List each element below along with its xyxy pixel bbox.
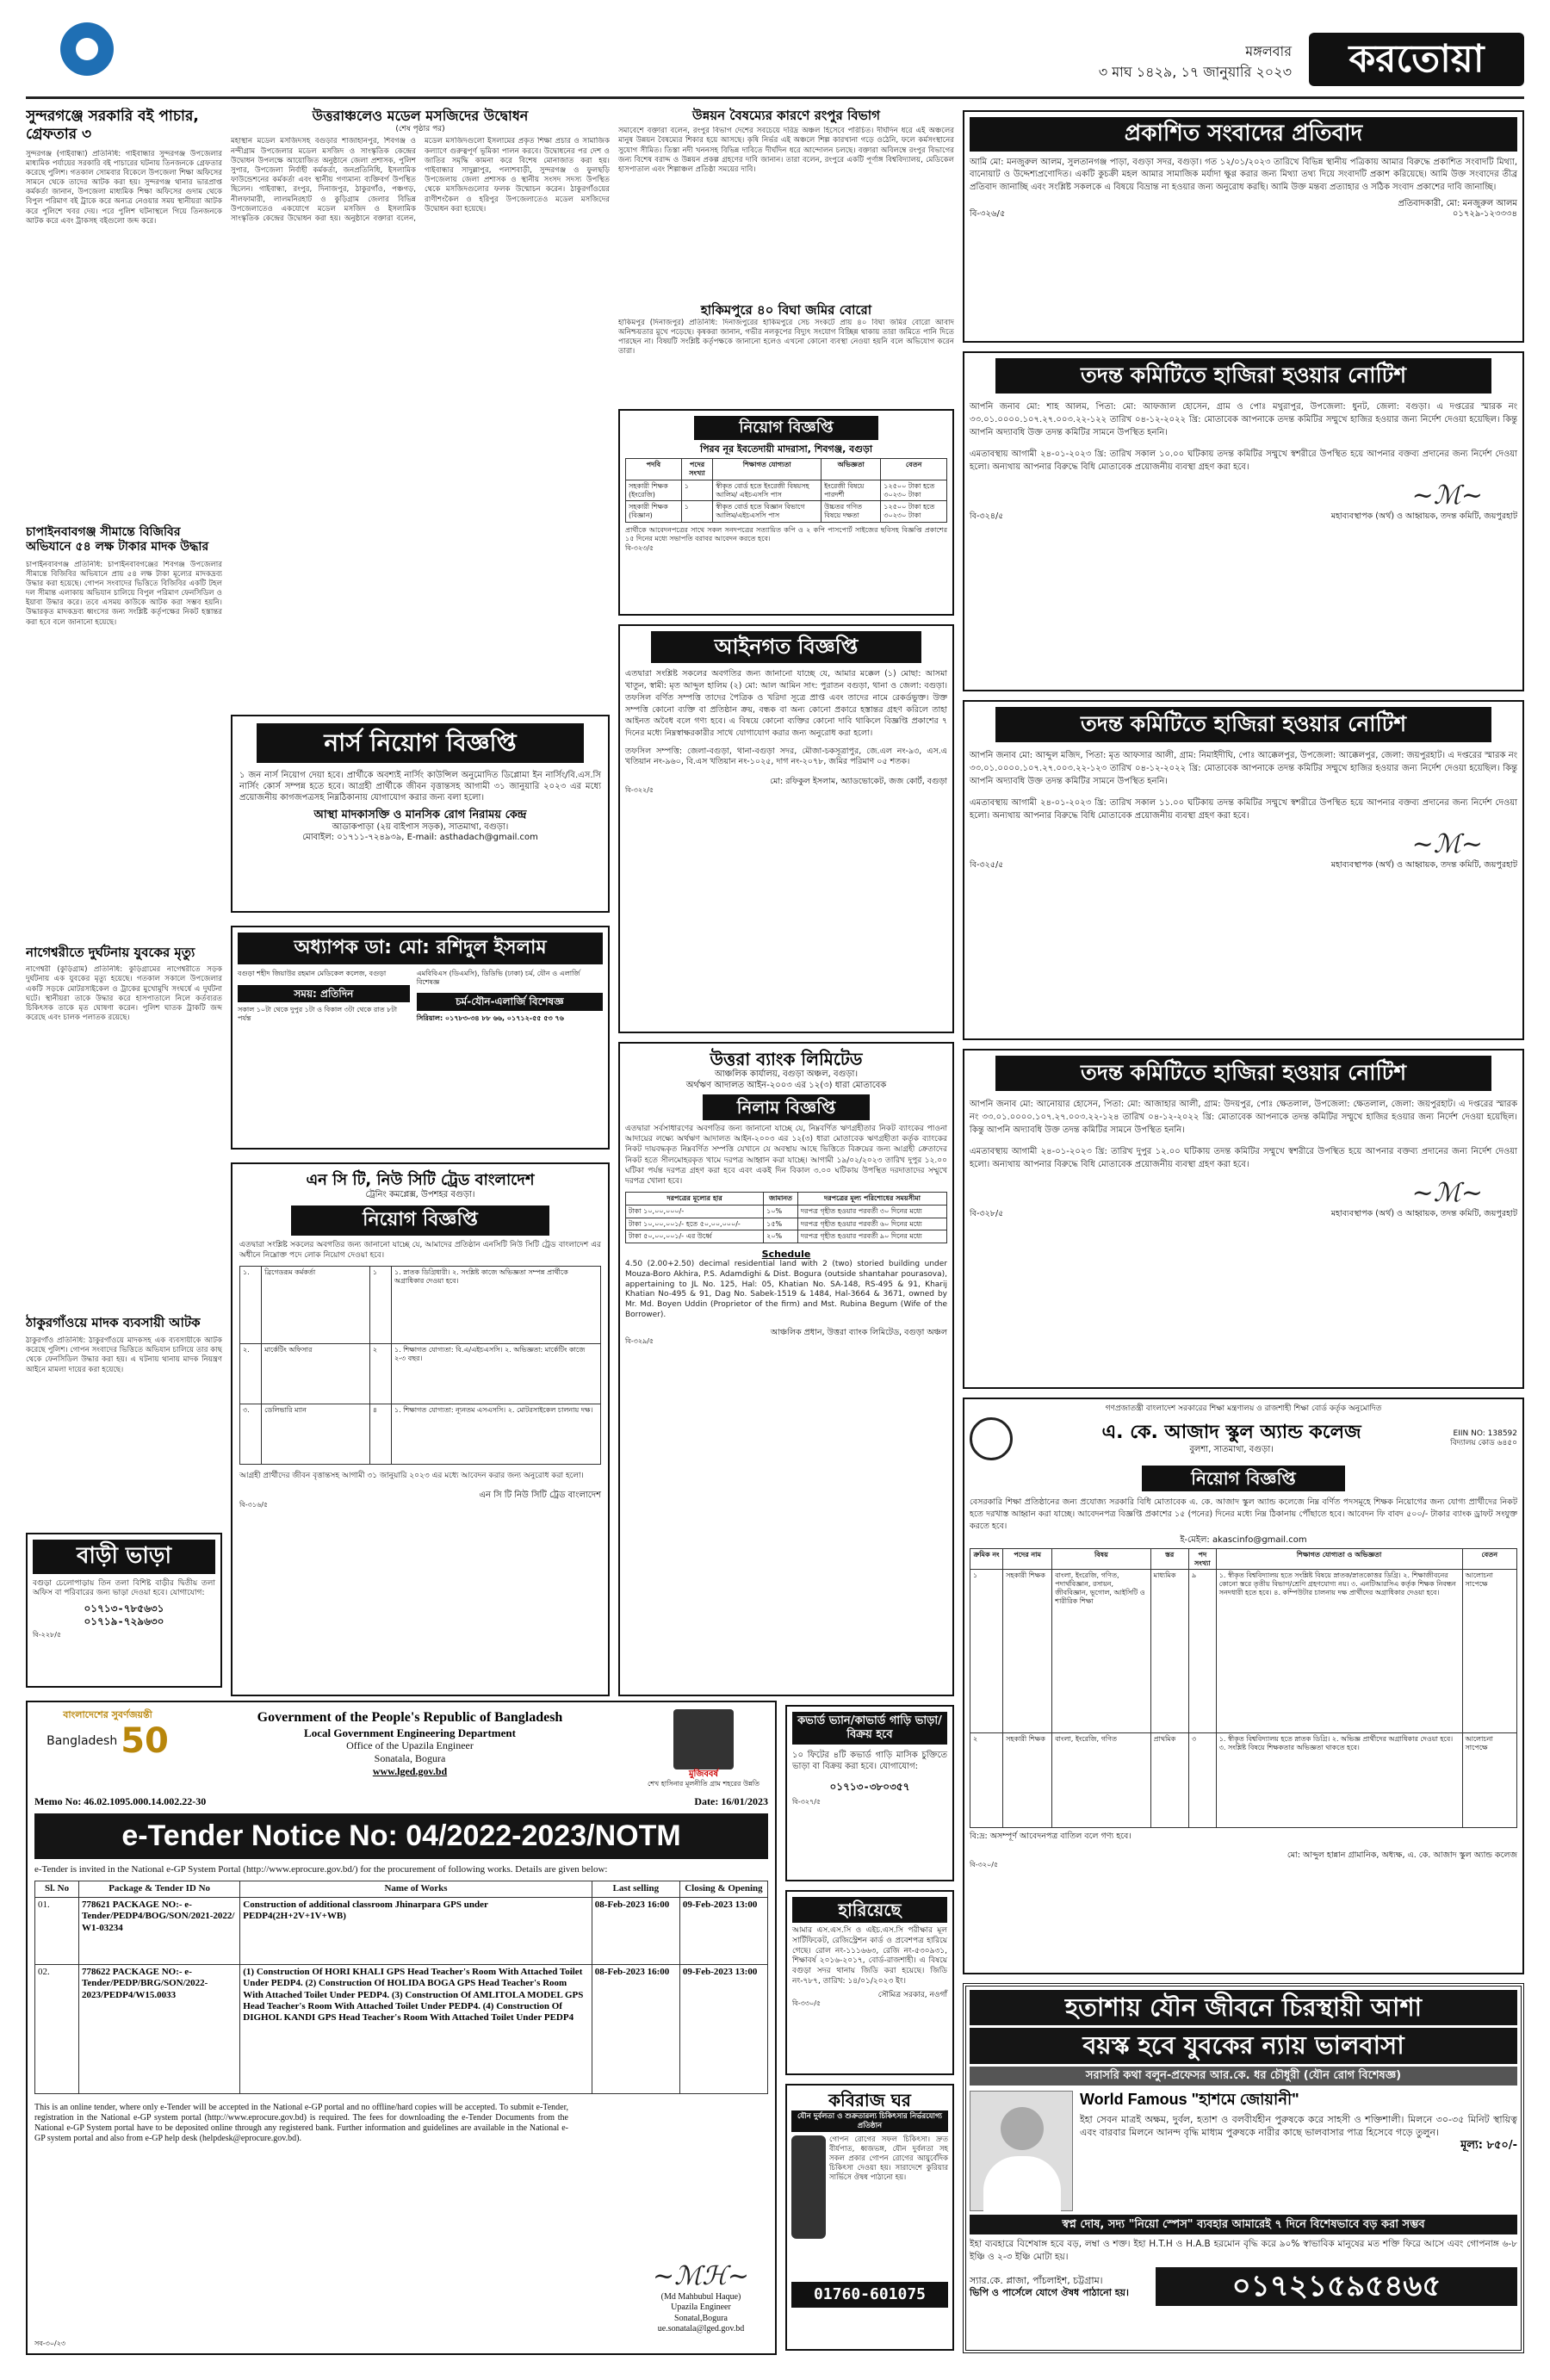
legal-signature: মো: রফিকুল ইসলাম, অ্যাডভোকেট, জজ কোর্ট, বগুড়া [770, 776, 947, 786]
table-cell: ১. স্বীকৃত বিশ্ববিদ্যালয় হতে সংশ্লিষ্ট বিষয়ে স্নাতক/স্নাতকোত্তর ডিগ্রি। ২. শিক্ষাজীবনের কোনো স্তরে তৃতীয় বিভাগ/শ্রেণি গ্রহণযোগ্য নয়। ৩. এনটিআরসিএ কর্তৃক শিক্ষক নিবন্ধন সনদধারী হতে হবে। ৪. কম্পিউটার চালনায় দক্ষ প্রার্থীদের অগ্রাধিকার দেওয়া হবে। [1216, 1570, 1462, 1733]
nurse-contact: মোবাইল: ০১৭১১-৭২৪৯৩৯, E-mail: asthadach@gmail.com [302, 833, 538, 843]
table-header: ক্রমিক নং [970, 1548, 1003, 1570]
bank-office: আঞ্চলিক কার্যালয়, বগুড়া অঞ্চল, বগুড়া। [714, 1069, 859, 1080]
tender-signatory-title: Upazila Engineer [671, 2303, 731, 2313]
table-cell: 778622 PACKAGE NO:- e-Tender/PEDP/BRG/SON/2022-2023/PEDP4/W15.0033 [79, 1964, 240, 2093]
inquiry-notice-body: আপনি জনাব মো: আব্দুল মজিদ, পিতা: মৃত আফসার আলী, গ্রাম: নিমাইদীঘি, পোঃ আক্কেলপুর, উপজেলা: আক্কেলপুর, জেলা: জয়পুরহাট। এ দপ্তরের স্মারক নং ৩৩.০১.০০০০.১০৭.২৭.০০৩.২২-১২৩ তারিখ ০৪-১২-২০২২ খ্রি: মোতাবেক আপনাকে তদন্ত কমিটির সম্মুখে হাজির হওয়ার জন্য নির্দেশ দেওয়া হয়েছিল। কিন্তু আপনি অদ্যাবধি উক্ত তদন্ত কমিটির সামনে উপস্থিত হননি। [970, 750, 1517, 786]
college-note: বি:দ্র: অসম্পূর্ণ আবেদনপত্র বাতিল বলে গণ্য হবে। [970, 1831, 1132, 1842]
table-header: Package & Tender ID No [79, 1881, 240, 1897]
table-cell: ১. শিক্ষাগত যোগ্যতা: বি.এ/এইচএসসি। ২. অভিজ্ঞতা: মার্কেটিং কাজে ২-৩ বছর। [391, 1344, 600, 1404]
table-cell: ১ [681, 501, 713, 523]
table-cell: সহকারী শিক্ষক [1003, 1570, 1052, 1733]
house-rent-ref: বি-২২৮/৫ [33, 1631, 62, 1639]
inquiry-notice-signature: মহাব্যবস্থাপক (অর্থ) ও আহ্বায়ক, তদন্ত কমিটি, জয়পুরহাট [1330, 1209, 1517, 1219]
inquiry-notice-title: তদন্ত কমিটিতে হাজিরা হওয়ার নোটিশ [995, 1056, 1491, 1091]
table-row [35, 1897, 768, 1964]
table-cell: ৪ [369, 1404, 391, 1465]
table-cell: ১ [369, 1267, 391, 1344]
bank-table [625, 1192, 947, 1243]
inquiry-notice-signature: মহাব্যবস্থাপক (অর্থ) ও আহ্বায়ক, তদন্ত কমিটি, জয়পুরহাট [1330, 511, 1517, 522]
table-header: Last selling [592, 1881, 679, 1897]
table-cell: ইংরেজী বিষয়ে পারদর্শী [822, 480, 881, 501]
kabiraj-body: গোপন রোগের সফল চিকিৎসা। দ্রুত বীর্যপাত, ধ্বজভঙ্গ, যৌন দুর্বলতা সহ সকল প্রকার গোপন রোগের আয়ুর্বেদিক চিকিৎসা দেওয়া হয়। সারাদেশে কুরিয়ার সার্ভিসে ঔষধ পাঠানো হয়। [829, 2135, 948, 2183]
masthead-rule [26, 96, 1524, 99]
ad-nct-recruitment [231, 1162, 610, 1696]
sx-more: ইহা ব্যবহারে বিশেষাঙ্গ হবে বড়, লম্বা ও শক্ত। ইহা H.T.H ও H.A.B হরমোন বৃদ্ধি করে ৯০% স্বাভাবিক মানুষের মত শক্তি ফিরে আসে এবং গোপনাঙ্গ ৬-৮ ইঞ্চি ও ২-৩ ইঞ্চি মোটা হয়। [970, 2239, 1517, 2263]
protest-body: আমি মো: মনজুরুল আলম, সুলতানগঞ্জ পাড়া, বগুড়া সদর, বগুড়া। গত ১২/০১/২০২৩ তারিখে বিভিন্ন স্থানীয় পত্রিকায় আমার বিরুদ্ধে প্রকাশিত সংবাদটি মিথ্যা, বানোয়াট ও উদ্দেশ্যপ্রণোদিত। একটি কুচক্রী মহল আমার সামাজিক মর্যাদা ক্ষুণ্ণ করার জন্য মিথ্যা তথ্য দিয়ে সংবাদটি প্রকাশ করিয়েছে। আমি উক্ত সংবাদের তীব্র প্রতিবাদ জানাচ্ছি এবং সংশ্লিষ্ট সকলকে এ বিষয়ে বিভ্রান্ত না হওয়ার জন্য অনুরোধ করছি। আমি উক্ত মন্তব্য প্রত্যাহার ও সঠিক সংবাদ প্রকাশের দাবি জানাচ্ছি। [970, 157, 1517, 192]
doctor-hospital: বগুড়া শহীদ জিয়াউর রহমান মেডিকেল কলেজ, বগুড়া [238, 969, 387, 977]
table-cell: ১. স্বীকৃত বিশ্ববিদ্যালয় হতে স্নাতক ডিগ্রি। ২. অভিজ্ঞ প্রার্থীদের অগ্রাধিকার দেওয়া হবে। ৩. সংশ্লিষ্ট বিষয়ে শিক্ষকতার অভিজ্ঞতা থাকতে হবে। [1216, 1733, 1462, 1828]
table-header: বেতন [1462, 1548, 1517, 1570]
nct-title: নিয়োগ বিজ্ঞপ্তি [291, 1205, 549, 1236]
nct-name: এন সি টি, নিউ সিটি ট্রেড বাংলাদেশ [306, 1171, 535, 1189]
table-cell: ২০% [764, 1230, 798, 1243]
ad-nurse-recruitment [231, 715, 610, 913]
tender-ref: সব-৩০/২৩ [34, 2340, 66, 2348]
tender-government: Government of the People's Republic of Bangladesh [257, 1710, 563, 1725]
college-approval-line: গণপ্রজাতন্ত্রী বাংলাদেশ সরকারের শিক্ষা মন্ত্রণালয় ও রাজশাহী শিক্ষা বোর্ড কর্তৃক অনুমোদিত [1105, 1404, 1382, 1413]
table-cell: প্রাথমিক [1150, 1733, 1188, 1828]
table-header: Name of Works [240, 1881, 592, 1897]
ad-lged-etender [26, 1701, 777, 2355]
inquiry-notice-ref: বি-৩২৪/৫ [970, 511, 1004, 522]
date-text: ৩ মাঘ ১৪২৯, ১৭ জানুয়ারি ২০২৩ [1098, 64, 1292, 80]
bank-signature: আঞ্চলিক প্রধান, উত্তরা ব্যাংক লিমিটেড, বগুড়া অঞ্চল [770, 1327, 947, 1337]
house-rent-title: বাড়ী ভাড়া [33, 1540, 215, 1574]
table-row [626, 1230, 947, 1243]
madrasa-footer: প্রার্থীকে আবেদনপত্রের সাথে সকল সনদপত্রের সত্যায়িত কপি ও ২ কপি পাসপোর্ট সাইজের ছবিসহ বিজ্ঞপ্তি প্রকাশের ১৫ দিনের মধ্যে সভাপতি বরাবর আবেদন করতে হবে। [625, 525, 947, 543]
headline-book-smuggling: সুন্দরগঞ্জে সরকারি বই পাচার, গ্রেফতার ৩ [26, 108, 199, 144]
newspaper-nameplate: করতোয়া [1309, 33, 1524, 86]
sx-strip: সরাসরি কথা বলুন-প্রফেসর আর.কে. ধর চৌধুরী (যৌন রোগ বিশেষজ্ঞ) [970, 2067, 1517, 2086]
article-bgb-drugs: চাপাইনবাবগঞ্জ প্রতিনিধি: চাপাইনবাবগঞ্জের শিবগঞ্জ উপজেলার সীমান্তে বিজিবির অভিযানে প্রায় ৫৪ লক্ষ টাকা মূল্যের মাদকদ্রব্য উদ্ধার করা হয়েছে। গোপন সংবাদের ভিত্তিতে বিজিবির একটি টহল দল সীমান্ত এলাকায় অভিযান চালিয়ে বিপুল পরিমাণ ফেনসিডিল ও ইয়াবা উদ্ধার করে। তবে এসময় কাউকে আটক করা সম্ভব হয়নি। উদ্ধারকৃত মাদকদ্রব্য ধ্বংসের জন্য সংশ্লিষ্ট কর্তৃপক্ষের নিকট হস্তান্তর করা হবে বলে জানানো হয়েছে। [26, 560, 222, 627]
table-row [626, 501, 947, 523]
table-cell: 09-Feb-2023 13:00 [679, 1964, 767, 2093]
sx-phone: ০১৭২১৫৯৫৪৬৫ [1156, 2267, 1517, 2306]
van-phone: ০১৭১৩-৩৮০৩৫৭ [829, 1780, 910, 1793]
table-cell: ২. [240, 1344, 262, 1404]
college-code: বিদ্যালয় কোড ৬৪৫০ [1450, 1438, 1517, 1447]
issue-date [1099, 41, 1292, 83]
inquiry-notice-body-2: এমতাবস্থায় আগামী ২৪-০১-২০২৩ খ্রি: তারিখ সকাল ১১.০০ ঘটিকায় তদন্ত কমিটির সম্মুখে স্বশরীরে উপস্থিত হয়ে আপনার বক্তব্য প্রদানের জন্য নির্দেশ দেওয়া হলো। অন্যথায় আপনার বিরুদ্ধে বিধি মোতাবেক প্রয়োজনীয় ব্যবস্থা গ্রহণ করা হবে। [970, 797, 1517, 821]
college-email: ই-মেইল: akascinfo@gmail.com [1180, 1534, 1307, 1545]
article-nageshwari-accident: নাগেশ্বরী (কুড়িগ্রাম) প্রতিনিধি: কুড়িগ্রামের নাগেশ্বরীতে সড়ক দুর্ঘটনায় এক যুবকের মৃত্যু হয়েছে। গতকাল সকালে উপজেলার একটি সড়কে মোটরসাইকেল ও ট্রাকের মুখোমুখি সংঘর্ষে এ দুর্ঘটনা ঘটে। স্থানীয়রা তাকে উদ্ধার করে হাসপাতালে নিলে কর্তব্যরত চিকিৎসক তাকে মৃত ঘোষণা করেন। পুলিশ ঘাতক ট্রাকটি জব্দ করেছে এবং চালক পলাতক রয়েছে। [26, 965, 222, 1023]
article-rangpur: সমাবেশে বক্তারা বলেন, রংপুর বিভাগ দেশের সবচেয়ে দরিদ্র অঞ্চল হিসেবে পরিচিত। দীর্ঘদিন ধরে এই অঞ্চলের মানুষ উন্নয়ন বৈষম্যের শিকার হয়ে আসছে। কৃষি নির্ভর এই অঞ্চলে শিল্প কারখানা গড়ে ওঠেনি, ফলে কর্মসংস্থানের সুযোগ সীমিত। তিস্তা নদী খননসহ বিভিন্ন দাবিতে দীর্ঘদিন ধরে আন্দোলন চলছে। বক্তারা অবিলম্বে রংপুর বিভাগের জন্য বিশেষ বরাদ্দ ও উন্নয়ন প্রকল্প গ্রহণের দাবি জানান। তারা বলেন, রংপুরে একটি পূর্ণাঙ্গ বিশ্ববিদ্যালয়, মেডিকেল হাসপাতাল এবং শিল্পাঞ্চল প্রতিষ্ঠা সময়ের দাবি। [618, 127, 954, 174]
sx-bar-2: স্বপ্ন দোষ, সদ্য "নিয়ো স্পেস" ব্যবহার আমারেই ৭ দিনে বিশেষভাবে বড় করা সম্ভব [970, 2215, 1517, 2235]
nct-ref: বি-৩১৬/৫ [239, 1501, 269, 1509]
protest-phone: ০১৭২৯-১২৩৩৩৪ [1452, 209, 1517, 220]
mujib-portrait-icon [673, 1709, 734, 1770]
lost-ref: বি-৩৩০/৫ [792, 1999, 822, 2008]
table-cell: ১ [681, 480, 713, 501]
madrasa-title: নিয়োগ বিজ্ঞপ্তি [694, 416, 878, 440]
table-row [240, 1267, 601, 1344]
bank-name: উত্তরা ব্যাংক লিমিটেড [710, 1049, 863, 1069]
inquiry-notice-body-2: এমতাবস্থায় আগামী ২৪-০১-২০২৩ খ্রি: তারিখ দুপুর ১২.০০ ঘটিকায় তদন্ত কমিটির সম্মুখে স্বশরীরে উপস্থিত হয়ে আপনার বক্তব্য প্রদানের জন্য নির্দেশ দেওয়া হলো। অন্যথায় আপনার বিরুদ্ধে বিধি মোতাবেক প্রয়োজনীয় ব্যবস্থা গ্রহণ করা হবে। [970, 1146, 1517, 1169]
college-logo-icon [970, 1417, 1013, 1460]
table-header-row [970, 1548, 1517, 1570]
table-cell: সহকারী শিক্ষক [1003, 1733, 1052, 1828]
bank-act: অর্থঋণ আদালত আইন-২০০৩ এর ১২(৩) ধারা মোতাবেক [685, 1080, 887, 1090]
legal-ref: বি-৩২২/৫ [625, 786, 654, 795]
mujib-caption: শেখ হাসিনার মূলনীতি গ্রাম শহরের উন্নতি [647, 1780, 760, 1788]
table-header: পদ সংখ্যা [1188, 1548, 1216, 1570]
house-rent-phone-2: ০১৭১৯-৭২৯৬৩০ [84, 1615, 164, 1627]
golden-jubilee-label: বাংলাদেশের সুবর্ণজয়ন্তী [63, 1709, 152, 1720]
sx-price: মূল্য: ৮৫০/- [1460, 2139, 1517, 2153]
medicine-bottle-icon [791, 2135, 826, 2239]
sx-title-1: হতাশায় যৌন জীবনে চিরস্থায়ী আশা [970, 1990, 1517, 2025]
table-cell: Construction of additional classroom Jhinarpara GPS under PEDP4(2H+2V+1V+WB) [240, 1897, 592, 1964]
college-ref: বি-৩২০/৫ [970, 1860, 999, 1869]
table-header: জামানত [764, 1193, 798, 1205]
ad-inquiry-notice-1 [963, 351, 1524, 691]
table-cell: বাংলা, ইংরেজি, গণিত [1052, 1733, 1150, 1828]
table-cell: সহকারী শিক্ষক (বিজ্ঞান) [626, 501, 682, 523]
signature-icon: ~ℳℋ~ [652, 2260, 749, 2291]
protest-ref: বি-৩২৬/৫ [970, 209, 1006, 220]
bank-schedule: 4.50 (2.00+2.50) decimal residential land with 2 (two) storied building under Mouza-Boro Akhira, P.S. Adamdighi & Dist. Bogura (outside shantahar pourasova), appertaining to JL No. 125, Hal: 05, Khatian No. SA-148, RS-495 & 91, Kharij Khatian No-495 & 91, Dag No. Sabek-1519 & 1484, Hal-3664 & 3671, owned by Mr. Md. Boyen Uddin (Proprietor of the firm) and Mst. Rubina Begum (Wife of the Borrower). [625, 1260, 947, 1319]
house-rent-phone-1: ০১৭১৩-৭৮৫৬৩১ [84, 1602, 164, 1615]
van-body: ১০ ফিটের ৪টি কভার্ড গাড়ি মাসিক চুক্তিতে ভাড়া বা বিক্রয় করা হবে। যোগাযোগ: [792, 1750, 947, 1771]
tender-table [34, 1881, 768, 2093]
legal-schedule: তফসিল সম্পত্তি: জেলা-বগুড়া, থানা-বগুড়া সদর, মৌজা-চকসূত্রাপুর, জে.এল নং-৯৩, এস.এ খতিয়ান নং-৯৬০, বি.এস খতিয়ান নং-১০২৫, দাগ নং-২০৭৮, জমির পরিমাণ ০৫ শতক। [625, 746, 947, 767]
table-cell: স্বীকৃত বোর্ড হতে ইংরেজী বিষয়সহ আলিম/ এইচএসসি পাস [713, 480, 822, 501]
lost-signature: সৌমিত্র সরকার, নওগাঁ [877, 1990, 947, 1999]
kabiraj-title: কবিরাজ ঘর [828, 2090, 911, 2110]
golden-jubilee-number: 50 [121, 1721, 169, 1762]
table-cell: (1) Construction Of HORI KHALI GPS Head Teacher's Room With Attached Toilet Under PEDP4. (2) Construction Of HOLIDA BOGA GPS Head Teacher's Room With Attached Toilet Under PEDP4. (3) Construction Of AMLITOLA MODEL GPS Head Teacher's Room With Attached Toilet Under PEDP4. (4) Construction Of DIGHOL KANDI GPS Head Teacher's Room With Attached Toilet Under PEDP4 [240, 1964, 592, 2093]
table-cell: ২ [970, 1733, 1003, 1828]
ad-sexual-health [963, 1983, 1524, 2353]
table-header: বিষয় [1052, 1548, 1150, 1570]
doctor-speciality: চর্ম-যৌন-এলার্জি বিশেষজ্ঞ [417, 993, 603, 1011]
college-place: বুলশা, সাতমাথা, বগুড়া। [1189, 1445, 1274, 1455]
table-header: Sl. No [35, 1881, 79, 1897]
table-row [626, 480, 947, 501]
table-cell: সহকারী শিক্ষক (ইংরেজি) [626, 480, 682, 501]
doctor-time-label: সময়: প্রতিদিন [238, 985, 410, 1003]
table-row [626, 1218, 947, 1230]
table-cell: বাংলা, ইংরেজি, গণিত, পদার্থবিজ্ঞান, রসায়ন, জীববিজ্ঞান, ভূগোল, আইসিটি ও শারীরিক শিক্ষা [1052, 1570, 1150, 1733]
masthead [0, 0, 1550, 96]
table-header: বেতন [881, 459, 947, 480]
tender-intro: e-Tender is invited in the National e-GP System Portal (http://www.eprocure.gov.bd/) for the procurement of following works. Details are given below: [34, 1864, 608, 1875]
table-cell: দরপত্র গৃহীত হওয়ার পরবর্তী ৯০ দিনের মধ্যে [797, 1230, 946, 1243]
doctor-serial: সিরিয়াল: ০১৭৮৩-৩৪ ৮৮ ৬৬, ০১৭১২-৫৫ ৫৩ ৭৬ [416, 1013, 564, 1022]
table-cell: ১ [970, 1570, 1003, 1733]
nurse-org: আস্থা মাদকাসক্তি ও মানসিক রোগ নিরাময় কেন্দ্র [313, 809, 527, 822]
table-header: Closing & Opening [679, 1881, 767, 1897]
college-table [970, 1548, 1517, 1829]
ad-inquiry-notice-2 [963, 700, 1524, 1040]
table-cell: ১৫% [764, 1218, 798, 1230]
table-cell: 778621 PACKAGE NO:- e-Tender/PEDP4/BOG/SON/2021-2022/ W1-03234 [79, 1897, 240, 1964]
table-cell: ৯ [1188, 1570, 1216, 1733]
table-cell: দরপত্র গৃহীত হওয়ার পরবর্তী ৩০ দিনের মধ্যে [797, 1205, 946, 1218]
table-cell: টাকা ৫০,০০,০০১/- এর উর্ধ্বে [626, 1230, 764, 1243]
inquiry-notice-title: তদন্ত কমিটিতে হাজিরা হওয়ার নোটিশ [995, 358, 1491, 394]
bank-schedule-title: Schedule [761, 1249, 811, 1260]
sx-title-2: বয়স্ক হবে যুবকের ন্যায় ভালবাসা [970, 2028, 1517, 2063]
table-header: শিক্ষাগত যোগ্যতা ও অভিজ্ঞতা [1216, 1548, 1462, 1570]
headline-thakurgaon-drugs: ঠাকুরগাঁওয়ে মাদক ব্যবসায়ী আটক [26, 1315, 201, 1331]
inquiry-notice-body: আপনি জনাব মো: আনোয়ার হোসেন, পিতা: মো: আজাহার আলী, গ্রাম: উদয়পুর, পোঃ ক্ষেতলাল, উপজেলা: ক্ষেতলাল, জেলা: জয়পুরহাট। এ দপ্তরের স্মারক নং ৩৩.০১.০০০০.১০৭.২৭.০০৩.২২-১২৪ তারিখ ০৪-১২-২০২২ খ্রি: মোতাবেক আপনাকে তদন্ত কমিটির সম্মুখে হাজির হওয়ার জন্য নির্দেশ দেওয়া হয়েছিল। কিন্তু আপনি অদ্যাবধি উক্ত তদন্ত কমিটির সামনে উপস্থিত হননি। [970, 1099, 1517, 1135]
college-eiin: EIIN NO: 138592 [1453, 1429, 1517, 1438]
ad-lost-notice [785, 1890, 954, 2075]
lost-title: হারিয়েছে [792, 1897, 947, 1923]
table-header-row [626, 459, 947, 480]
bank-body: এতদ্বারা সর্বসাধারণের অবগতির জন্য জানানো যাচ্ছে যে, নিম্নবর্ণিত ঋণগ্রহীতার নিকট ব্যাংকের পাওনা আদায়ের লক্ষ্যে অর্থঋণ আদালত আইন-২০০৩ এর ১২(৩) ধারা মোতাবেক ঋণগ্রহীতা কর্তৃক ব্যাংকের নিকট দায়বদ্ধকৃত নিম্নবর্ণিত সম্পত্তি যেখানে যে অবস্থায় আছে ভিত্তিতে বিক্রয়ের জন্য আগ্রহী ক্রেতাদের নিকট হতে সীলমোহরকৃত খামে দরপত্র আহ্বান করা যাচ্ছে। আগামী ১৯/০২/২০২৩ তারিখ দুপুর ১২.০০ ঘটিকা পর্যন্ত দরপত্র গ্রহণ করা হবে এবং একই দিন বিকাল ৩.০০ ঘটিকায় উপস্থিত দরদাতাদের সম্মুখে দরপত্র খোলা হবে। [625, 1125, 947, 1186]
doctor-name: অধ্যাপক ডা: মো: রশিদুল ইসলাম [238, 933, 603, 964]
college-intro: বেসরকারি শিক্ষা প্রতিষ্ঠানের জন্য প্রযোজ্য সরকারি বিধি মোতাবেক এ. কে. আজাদ স্কুল অ্যান্ড কলেজে নিম্ন বর্ণিত পদসমূহে শিক্ষক নিয়োগের জন্য যোগ্য প্রার্থীদের নিকট হতে দরখাস্ত আহ্বান করা যাচ্ছে। আবেদনপত্র বিজ্ঞপ্তি প্রকাশের ১৫ (পনের) দিনের মধ্যে নিম্ন ঠিকানায় পৌঁছাতে হবে। আবেদন ফি বাবদ ৫০০/- টাকার ব্যাংক ড্রাফট সংযুক্ত করতে হবে। [970, 1497, 1517, 1531]
ad-madrasa-recruitment [618, 409, 954, 616]
article-thakurgaon-drugs: ঠাকুরগাঁও প্রতিনিধি: ঠাকুরগাঁওয়ে মাদকসহ এক ব্যবসায়ীকে আটক করেছে পুলিশ। গোপন সংবাদের ভিত্তিতে অভিযান চালিয়ে তার কাছ থেকে ফেনসিডিল উদ্ধার করা হয়। এ ঘটনায় থানায় মাদক নিয়ন্ত্রণ আইনে মামলা দায়ের করা হয়েছে। [26, 1336, 222, 1374]
table-header-row [35, 1881, 768, 1897]
ad-kabiraj [785, 2084, 954, 2351]
headline-model-mosque: উত্তরাঞ্চলেও মডেল মসজিদের উদ্বোধন [312, 108, 529, 124]
golden-jubilee-logo [34, 1709, 181, 1763]
tender-date: Date: 16/01/2023 [694, 1794, 768, 1807]
table-cell: দরপত্র গৃহীত হওয়ার পরবর্তী ৬০ দিনের মধ্যে [797, 1218, 946, 1230]
signature-icon: ~ℳ~ [1411, 828, 1483, 859]
tender-signatory-place: Sonatal,Bogura [674, 2313, 728, 2323]
table-cell: 09-Feb-2023 13:00 [679, 1897, 767, 1964]
article-hakimpur: হাকিমপুর (দিনাজপুর) প্রতিনিধি: দিনাজপুরের হাকিমপুরে সেচ সংকটে প্রায় ৪০ বিঘা জমির বোরো আবাদ অনিশ্চয়তার মুখে পড়েছে। কৃষকরা জানান, গভীর নলকূপের বিদ্যুৎ সংযোগ বিচ্ছিন্ন থাকায় তারা জমিতে পানি দিতে পারছেন না। বিষয়টি সংশ্লিষ্ট কর্তৃপক্ষকে জানানো হলেও এখনো কোনো ব্যবস্থা নেওয়া হয়নি বলে অভিযোগ করেন তারা। [618, 318, 954, 356]
table-cell: ২ [369, 1344, 391, 1404]
ad-doctor [231, 926, 610, 1150]
table-cell: ৩ [1188, 1733, 1216, 1828]
tender-office: Office of the Upazila Engineer [346, 1739, 474, 1752]
column-news-3 [618, 108, 954, 400]
table-cell: মাধ্যমিক [1150, 1570, 1188, 1733]
tender-memo: Memo No: 46.02.1095.000.14.002.22-30 [34, 1794, 207, 1807]
tender-signatory-name: (Md Mahbubul Haque) [660, 2292, 741, 2303]
table-header: দরপত্রের মূল্যের হার [626, 1193, 764, 1205]
madrasa-table [625, 458, 947, 523]
newspaper-logo-icon [60, 22, 114, 76]
nct-footer: আগ্রহী প্রার্থীদের জীবন বৃত্তান্তসহ আগামী ৩১ জানুয়ারি ২০২৩ এর মধ্যে আবেদন করার জন্য অনুরোধ করা হলো। [239, 1472, 584, 1481]
table-cell: ৩. [240, 1404, 262, 1465]
legal-body: এতদ্বারা সংশ্লিষ্ট সকলের অবগতির জন্য জানানো যাচ্ছে যে, আমার মক্কেল (১) মোছা: আসমা খাতুন, স্বামী: মৃত আব্দুল হালিম (২) মো: আল আমিন সাং: পুরাতন বগুড়া, থানা ও জেলা: বগুড়া। তফসিল বর্ণিত সম্পত্তি তাদের পৈত্রিক ও খরিদা সূত্রে প্রাপ্ত এবং তাদের নামে রেকর্ডভুক্ত। উক্ত সম্পত্তি কোনো ব্যক্তি বা প্রতিষ্ঠান ক্রয়, বন্ধক বা অন্য কোনো প্রকারে হস্তান্তর গ্রহণ করিলে তাহা আইনত অবৈধ বলে গণ্য হবে। এ বিষয়ে কোনো ব্যক্তির কোনো দাবি থাকিলে বিজ্ঞপ্তি প্রকাশের ৭ দিনের মধ্যে নিম্নস্বাক্ষরকারীর সাথে যোগাযোগ করার জন্য অনুরোধ করা হলো। [625, 669, 947, 739]
table-cell: ব্রিগেডরূম কর্মকর্তা [262, 1267, 370, 1344]
table-header: পদের সংখ্যা [681, 459, 713, 480]
table-cell: 01. [35, 1897, 79, 1964]
madrasa-name: পিরব নূর ইবতেদায়ী মাদরাসা, শিবগঞ্জ, বগুড়া [699, 443, 873, 455]
table-row [970, 1733, 1517, 1828]
ad-inquiry-notice-3 [963, 1049, 1524, 1389]
signature-icon: ~ℳ~ [1411, 1177, 1483, 1208]
table-cell: ১. স্নাতক ডিগ্রিধারী। ২. সংশ্লিষ্ট কাজে অভিজ্ঞতা সম্পন্ন প্রার্থীকে অগ্রাধিকার দেওয়া হবে। [391, 1267, 600, 1344]
table-cell: টাকা ১০,০০,০০১/- হতে ৫০,০০,০০০/- [626, 1218, 764, 1230]
ad-college-recruitment [963, 1398, 1524, 1974]
nct-signature: এন সি টি নিউ সিটি ট্রেড বাংলাদেশ [479, 1491, 601, 1501]
table-cell: ১. [240, 1267, 262, 1344]
college-name: এ. কে. আজাদ স্কুল অ্যান্ড কলেজ [1101, 1422, 1361, 1444]
kabiraj-phone: 01760-601075 [791, 2282, 948, 2308]
inquiry-notice-body-2: এমতাবস্থায় আগামী ২৪-০১-২০২৩ খ্রি: তারিখ সকাল ১০.০০ ঘটিকায় তদন্ত কমিটির সম্মুখে স্বশরীরে উপস্থিত হয়ে আপনার বক্তব্য প্রদানের জন্য নির্দেশ দেওয়া হলো। অন্যথায় আপনার বিরুদ্ধে বিধি মোতাবেক প্রয়োজনীয় ব্যবস্থা গ্রহণ করা হবে। [970, 449, 1517, 472]
table-cell: ডেলিভারি ম্যান [262, 1404, 370, 1465]
nct-subtitle: ট্রেনিং কমপ্লেক্স, উপশহর বগুড়া। [365, 1189, 475, 1199]
table-cell: ১. শিক্ষাগত যোগ্যতা: ন্যূনতম এসএসসি। ২. মোটরসাইকেল চালনায় দক্ষ। [391, 1404, 600, 1465]
ad-uttara-bank-auction [618, 1042, 954, 1696]
article-model-mosque: মহাস্থান মডেল মসজিদসহ বগুড়ার শাজাহানপুর, শিবগঞ্জ ও নন্দীগ্রাম উপজেলার মডেল মসজিদ ও সাংস্কৃতিক কেন্দ্রের উদ্বোধন উপলক্ষে আয়োজিত অনুষ্ঠানে জেলা প্রশাসক, পুলিশ সুপার, উপজেলা নির্বাহী কর্মকর্তা, জনপ্রতিনিধি, ইসলামিক ফাউন্ডেশনের কর্মকর্তা এবং স্থানীয় গণ্যমান্য ব্যক্তিবর্গ উপস্থিত ছিলেন। গাইবান্ধা, রংপুর, দিনাজপুর, ঠাকুরগাঁও, পঞ্চগড়, নীলফামারী, লালমনিরহাট ও কুড়িগ্রাম জেলার বিভিন্ন উপজেলাতেও একযোগে মডেল মসজিদ ও ইসলামিক সাংস্কৃতিক কেন্দ্রের উদ্বোধন করা হয়। অনুষ্ঠানে বক্তারা বলেন, মডেল মসজিদগুলো ইসলামের প্রকৃত শিক্ষা প্রচার ও সামাজিক কল্যাণে গুরুত্বপূর্ণ ভূমিকা পালন করবে। উদ্বোধনের পর দেশ ও জাতির সমৃদ্ধি কামনা করে বিশেষ মোনাজাত করা হয়। গাইবান্ধার সাদুল্লাপুর, পলাশবাড়ী, সুন্দরগঞ্জ ও ফুলছড়ি উপজেলায় জেলা প্রশাসক ও স্থানীয় সংসদ সদস্য উপস্থিত থেকে মসজিদগুলোর ফলক উন্মোচন করেন। ঠাকুরগাঁওয়ের রাণীশংকৈল ও হরিপুর উপজেলাতেও মডেল মসজিদের উদ্বোধন করা হয়েছে। [231, 137, 610, 223]
table-cell: 02. [35, 1964, 79, 2093]
house-rent-body: বগুড়া চেলোপাড়ায় তিন তলা বিশিষ্ট বাড়ীর দ্বিতীয় তলা অফিস বা পরিবারের জন্য ভাড়া দেওয়া হবে। যোগাযোগ: [33, 1578, 215, 1598]
table-cell: 08-Feb-2023 16:00 [592, 1964, 679, 2093]
legal-title: আইনগত বিজ্ঞপ্তি [651, 631, 921, 663]
continued-note: (শেষ পৃষ্ঠার পর) [395, 124, 445, 133]
protest-signature: প্রতিবাদকারী, মো: মনজুরুল আলম [1398, 199, 1517, 209]
headline-bgb-drugs: চাপাইনবাবগঞ্জ সীমান্তে বিজিবির অভিযানে ৫৪ লক্ষ টাকার মাদক উদ্ধার [26, 524, 209, 554]
table-header: দরপত্রের মূল্য পরিশোধের সময়সীমা [797, 1193, 946, 1205]
headline-hakimpur: হাকিমপুরে ৪০ বিঘা জমির বোরো [700, 302, 872, 319]
table-row [35, 1964, 768, 2093]
table-cell: ১২৫০০ টাকা হতে ৩০২৩০ টাকা [881, 501, 947, 523]
table-cell: টাকা ১০,০০,০০০/- [626, 1205, 764, 1218]
nct-table [239, 1266, 601, 1465]
madrasa-ref: বি-৩২৩/৫ [625, 543, 654, 552]
college-signature: মো: আব্দুল হান্নান গ্রামানিক, অধ্যক্ষ, এ. কে. আজাদ স্কুল অ্যান্ড কলেজ [1286, 1850, 1517, 1860]
college-title: নিয়োগ বিজ্ঞপ্তি [1142, 1466, 1345, 1491]
table-row [240, 1404, 601, 1465]
headline-rangpur: উন্নয়ন বৈষম্যের কারণে রংপুর বিভাগ [692, 108, 880, 123]
article-book-smuggling: সুন্দরগঞ্জ (গাইবান্ধা) প্রতিনিধি: গাইবান্ধার সুন্দরগঞ্জ উপজেলার মাধ্যমিক পর্যায়ের সরকারি বই পাচারের ঘটনায় তিনজনকে গ্রেফতার করেছে পুলিশ। গতকাল সোমবার বিকেলে উপজেলা শিক্ষা অফিসের সামনে থেকে তাদের আটক করা হয়। সুন্দরগঞ্জ থানার ভারপ্রাপ্ত কর্মকর্তা জানান, উপজেলা মাধ্যমিক শিক্ষা অফিসের গুদাম থেকে বিপুল পরিমাণ বই ট্রাকে করে অন্যত্র নেওয়ার সময় স্থানীয়রা আটক করে পুলিশে খবর দেয়। পরে পুলিশ ঘটনাস্থলে গিয়ে তিনজনকে আটক করে এবং ট্রাকসহ বইগুলো জব্দ করে। [26, 149, 222, 226]
table-header: অভিজ্ঞতা [822, 459, 881, 480]
inquiry-notice-body: আপনি জনাব মো: শাহ আলম, পিতা: মো: আফজাল হোসেন, গ্রাম ও পোঃ মথুরাপুর, উপজেলা: ধুনট, জেলা: বগুড়া। এ দপ্তরের স্মারক নং ৩৩.০১.০০০০.১০৭.২৭.০০৩.২২-১২২ তারিখ ০৪-১২-২০২২ খ্রি: মোতাবেক আপনাকে তদন্ত কমিটির সম্মুখে হাজির হওয়ার জন্য নির্দেশ দেওয়া হয়েছিল। কিন্তু আপনি অদ্যাবধি উক্ত তদন্ত কমিটির সামনে উপস্থিত হননি। [970, 401, 1517, 437]
table-cell: আলোচনা সাপেক্ষে [1462, 1570, 1517, 1733]
protest-title: প্রকাশিত সংবাদের প্রতিবাদ [970, 117, 1517, 152]
table-cell: আলোচনা সাপেক্ষে [1462, 1733, 1517, 1828]
nurse-body: ১ জন নার্স নিয়োগ দেয়া হবে। প্রার্থীকে অবশ্যই নার্সিং কাউন্সিল অনুমোদিত ডিপ্লোমা ইন নার্সিং/বি.এস.সি নার্সিং কোর্স সম্পন্ন হতে হবে। আগ্রহী প্রার্থীকে জীবন বৃত্তান্তসহ আগামী ৩১ জানুয়ারি ২০২৩ এর মধ্যে প্রয়োজনীয় কাগজপত্রসহ নিম্নঠিকানায় যোগাযোগ করার জন্য বলা হলো। [239, 771, 601, 803]
weekday: মঙ্গলবার [1245, 43, 1292, 59]
ad-house-rent [26, 1533, 222, 1688]
golden-jubilee-country: Bangladesh [46, 1734, 118, 1749]
inquiry-notice-signature: মহাব্যবস্থাপক (অর্থ) ও আহ্বায়ক, তদন্ত কমিটি, জয়পুরহাট [1330, 860, 1517, 871]
doctor-degrees: এমবিবিএস (ডিএমসি), ডিডিভি (ঢাকা) চর্ম, যৌন ও এলার্জি বিশেষজ্ঞ [416, 969, 580, 986]
bank-auction-title: নিলাম বিজ্ঞপ্তি [703, 1094, 870, 1120]
lost-body: আমার এস.এস.সি ও এইচ.এস.সি পরীক্ষার মূল সার্টিফিকেট, রেজিস্ট্রেশন কার্ড ও প্রবেশপত্র হারিয়ে গেছে। রোল নং-১১১৬৬৩, রেজি নং-৫৩০৯৩১, শিক্ষাবর্ষ ২০১৬-২০১৭, বোর্ড-রাজশাহী। এ বিষয়ে বগুড়া সদর থানায় জিডি করা হয়েছে। জিডি নং-৭৮৭, তারিখ: ১৪/০১/২০২৩ ইং। [792, 1926, 947, 1986]
ad-legal-notice [618, 624, 954, 1033]
table-row [626, 1205, 947, 1218]
table-header: স্তর [1150, 1548, 1188, 1570]
ad-covered-van [785, 1705, 954, 1881]
tender-title: e-Tender Notice No: 04/2022-2023/NOTM [34, 1813, 768, 1859]
sx-body: ইহা সেবন মাত্রই অক্ষম, দুর্বল, হতাশ ও বলবীর্যহীন পুরুষকে করে সাহসী ও শক্তিশালী। মিলনে ৩০-৩৫ মিনিট স্থায়িত্ব এবং বারবার মিলনে আনন্দ বৃদ্ধি মাধ্যম পুরুষকে নারীর কাছে ভালবাসার পাত্র হিসেবে গড়ে তুলুন। [1080, 2113, 1517, 2138]
table-cell: উচ্চতর গণিত বিষয়ে দক্ষতা [822, 501, 881, 523]
table-header: শিক্ষাগত যোগ্যতা [713, 459, 822, 480]
column-news-2 [231, 108, 610, 710]
van-title: কভার্ড ভ্যান/কাভার্ড গাড়ি ভাড়া/বিক্রয় হবে [792, 1712, 947, 1745]
inquiry-notice-ref: বি-৩২৮/৫ [970, 1209, 1004, 1219]
sx-world-famous: World Famous "হাশমে জোয়ানী" [1080, 2090, 1299, 2108]
headline-nageshwari-accident: নাগেশ্বরীতে দুর্ঘটনায় যুবকের মৃত্যু [26, 944, 195, 960]
tender-footer: This is an online tender, where only e-Tender will be accepted in the National e-GP portal and no offline/hard copies will be accepted. To submit e-Tender, registration in the National e-GP system portal (http://www.eprocure.gov.bd) is required. The fees for downloading the e-Tender Documents from the National e-GP System portal have to be deposited online through any registered bank. Further information and guidelines are available in the National e-GP system portal and also from e-GP help desk (helpdesk@eprocure.gov.bd). [34, 2102, 568, 2144]
table-header: পদের নাম [1003, 1548, 1052, 1570]
sx-address: স্যার.কে. প্লাজা, পাঁচলাইশ, চট্টগ্রাম। [970, 2275, 1103, 2287]
sx-courier: ভিপি ও পার্সেলে যোগে ঔষধ পাঠানো হয়। [970, 2286, 1129, 2298]
table-cell: মার্কেটিং অফিসার [262, 1344, 370, 1404]
table-cell: ১০% [764, 1205, 798, 1218]
tender-signatory-email: ue.sonatala@lged.gov.bd [657, 2323, 745, 2334]
table-row [970, 1570, 1517, 1733]
nct-intro: এতদ্বারা সংশ্লিষ্ট সকলের অবগতির জন্য জানানো যাচ্ছে যে, আমাদের প্রতিষ্ঠান এনসিটি নিউ সিটি ট্রেড বাংলাদেশ এর অধীনে নিম্নোক্ত পদে লোক নিয়োগ দেওয়া হবে। [239, 1240, 601, 1260]
table-header-row [626, 1193, 947, 1205]
table-cell: ১২৫০০ টাকা হতে ৩০২৩০ টাকা [881, 480, 947, 501]
inquiry-notice-ref: বি-৩২৫/৫ [970, 860, 1004, 871]
bank-ref: বি-৩২৯/৫ [625, 1337, 654, 1346]
doctor-time: সকাল ১০টা থেকে দুপুর ১টা ও বিকাল ৩টা থেকে রাত ৮টা পর্যন্ত [238, 1006, 398, 1022]
van-ref: বি-৩২৭/৫ [792, 1798, 822, 1807]
nurse-title: নার্স নিয়োগ বিজ্ঞপ্তি [257, 723, 584, 763]
signature-icon: ~ℳ~ [1411, 480, 1483, 511]
table-row [240, 1344, 601, 1404]
table-cell: স্বীকৃত বোর্ড হতে বিজ্ঞান বিভাগে আলিম/এইচএসসি পাস [713, 501, 822, 523]
ad-protest [963, 110, 1524, 343]
mujib-label: মুজিববর্ষ [688, 1770, 718, 1779]
table-header: পদবি [626, 459, 682, 480]
kabiraj-subtitle: যৌন দুর্বলতা ও শুক্রতারল্য চিকিৎসার নির্ভরযোগ্য প্রতিষ্ঠান [791, 2110, 948, 2132]
table-cell: 08-Feb-2023 16:00 [592, 1897, 679, 1964]
nurse-address: আডাকপাড়া (২য় বাইপাস সড়ক), সাতমাথা, বগুড়া। [332, 822, 509, 833]
tender-website-link[interactable]: www.lged.gov.bd [372, 1764, 448, 1777]
doctor-photo-icon [970, 2091, 1073, 2211]
inquiry-notice-title: তদন্ত কমিটিতে হাজিরা হওয়ার নোটিশ [995, 707, 1491, 742]
tender-place: Sonatala, Bogura [374, 1752, 446, 1764]
tender-department: Local Government Engineering Department [304, 1726, 516, 1739]
